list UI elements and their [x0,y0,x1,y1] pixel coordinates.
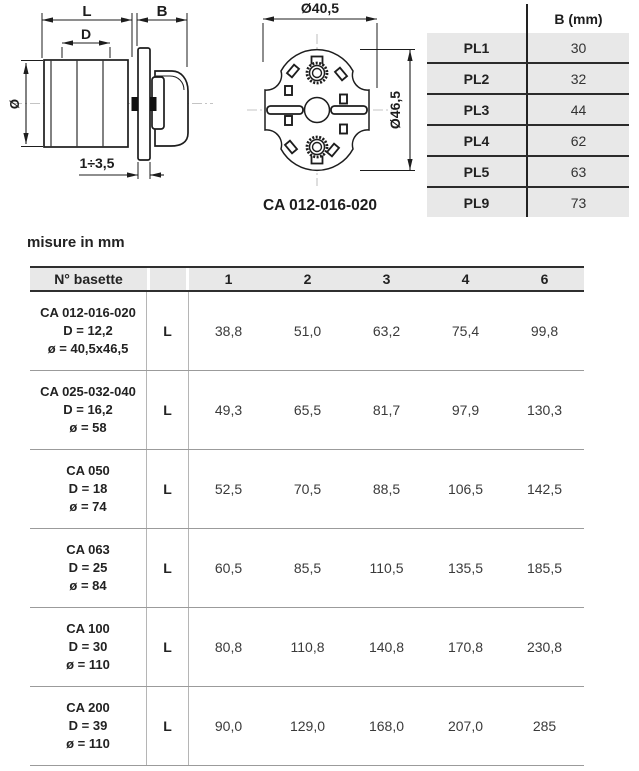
dim-label-d465: Ø46,5 [387,90,403,130]
pl-value: 30 [570,39,587,56]
dim-symbol-cell: L [147,292,189,370]
table-row [427,62,629,93]
model-dia: ø = 110 [66,736,110,751]
model-name: CA 025-032-040 [40,384,136,399]
knurled-boss-bottom [307,137,327,157]
pl-table-header [427,4,629,33]
model-cell [30,529,147,607]
front-plate [138,48,150,160]
model-d: D = 25 [68,560,108,575]
model-name: CA 100 [66,621,110,636]
table-row [30,608,584,687]
table-row [427,33,629,62]
pl-label: PL4 [427,126,528,155]
dim-symbol-cell: L [147,687,189,765]
model-cell [30,371,147,449]
pl-value: 63 [570,163,587,180]
model-d: D = 16,2 [63,402,113,417]
value-cell: 63,2 [372,323,401,339]
panel-clamp-left [132,97,139,111]
value-cell: 140,8 [368,639,405,655]
model-dia: ø = 110 [66,657,110,672]
model-cell [30,608,147,686]
value-cell: 75,4 [451,323,480,339]
table-row [30,292,584,371]
model-cell [30,687,147,765]
model-name: CA 200 [66,700,110,715]
center-shaft-hole [305,98,330,123]
value-cell: 81,7 [372,402,401,418]
pl-value: 44 [570,101,587,118]
dim-symbol-cell: L [147,371,189,449]
value-cell: 110,8 [290,639,325,655]
value-cell: 99,8 [530,323,559,339]
table-row [427,186,629,217]
units-note: misure in mm [27,234,125,251]
panel-clamp-right [150,97,157,111]
col-header-6: 6 [540,271,549,287]
value-cell: 49,3 [214,402,243,418]
pl-label: PL5 [427,157,528,186]
col-header-2: 2 [303,271,312,287]
dimensions-table [30,266,584,766]
value-cell: 130,3 [526,402,563,418]
value-cell: 60,5 [214,560,243,576]
value-cell: 90,0 [214,718,243,734]
model-d: D = 18 [68,481,108,496]
dim-label-d405: Ø40,5 [300,0,340,16]
value-cell: 230,8 [526,639,563,655]
value-cell: 65,5 [293,402,322,418]
dim-label-panel-thickness: 1÷3,5 [79,155,115,171]
knurled-boss-top [307,63,327,83]
col-header-4: 4 [461,271,470,287]
front-view-caption: CA 012-016-020 [262,197,378,214]
model-dia: ø = 58 [69,420,107,435]
dim-symbol-cell: L [147,529,189,607]
value-cell: 70,5 [293,481,322,497]
value-cell: 185,5 [526,560,563,576]
switch-body [44,60,128,147]
front-view-drawing [247,0,415,214]
pl-header-b-mm: B (mm) [554,10,603,27]
model-d: D = 30 [68,639,108,654]
value-cell: 106,5 [447,481,484,497]
pl-label: PL1 [427,33,528,62]
value-cell: 207,0 [447,718,484,734]
value-cell: 129,0 [289,718,326,734]
col-header-3: 3 [382,271,391,287]
value-cell: 38,8 [214,323,243,339]
side-view-drawing [7,3,213,179]
dim-symbol-cell: L [147,608,189,686]
dim-symbol-cell: L [147,450,189,528]
model-name: CA 050 [66,463,110,478]
pl-value: 62 [570,132,587,149]
model-name: CA 012-016-020 [40,305,136,320]
pl-header-spacer [427,4,528,33]
dimensions-table-header [30,266,584,292]
pl-label: PL9 [427,188,528,217]
model-dia: ø = 84 [69,578,107,593]
table-row [427,124,629,155]
dim-label-B: B [156,3,168,20]
value-cell: 170,8 [447,639,484,655]
pl-label: PL2 [427,64,528,93]
model-cell [30,450,147,528]
slot-left [267,106,303,114]
value-cell: 168,0 [368,718,405,734]
model-d: D = 39 [68,718,108,733]
value-cell: 135,5 [447,560,484,576]
value-cell: 88,5 [372,481,401,497]
pl-dimension-table [427,4,629,217]
model-d: D = 12,2 [63,323,113,338]
table-row [30,529,584,608]
model-name: CA 063 [66,542,110,557]
table-row [427,93,629,124]
model-dia: ø = 74 [69,499,107,514]
value-cell: 110,5 [369,560,404,576]
table-row [30,687,584,766]
pl-value: 73 [570,194,587,211]
table-row [427,155,629,186]
pl-value: 32 [570,70,587,87]
value-cell: 285 [532,718,557,734]
table-row [30,450,584,529]
value-cell: 85,5 [293,560,322,576]
slot-right [331,106,367,114]
value-cell: 97,9 [451,402,480,418]
col-header-spacer [147,268,189,290]
value-cell: 51,0 [293,323,322,339]
value-cell: 80,8 [214,639,243,655]
dim-label-D: D [80,26,92,42]
model-cell [30,292,147,370]
model-dia: ø = 40,5x46,5 [47,341,129,356]
value-cell: 52,5 [214,481,243,497]
col-header-basette: N° basette [54,271,123,287]
table-row [30,371,584,450]
col-header-1: 1 [224,271,233,287]
dim-label-diameter: Ø [7,98,22,110]
pl-label: PL3 [427,95,528,124]
value-cell: 142,5 [526,481,563,497]
dim-label-L: L [82,3,92,20]
